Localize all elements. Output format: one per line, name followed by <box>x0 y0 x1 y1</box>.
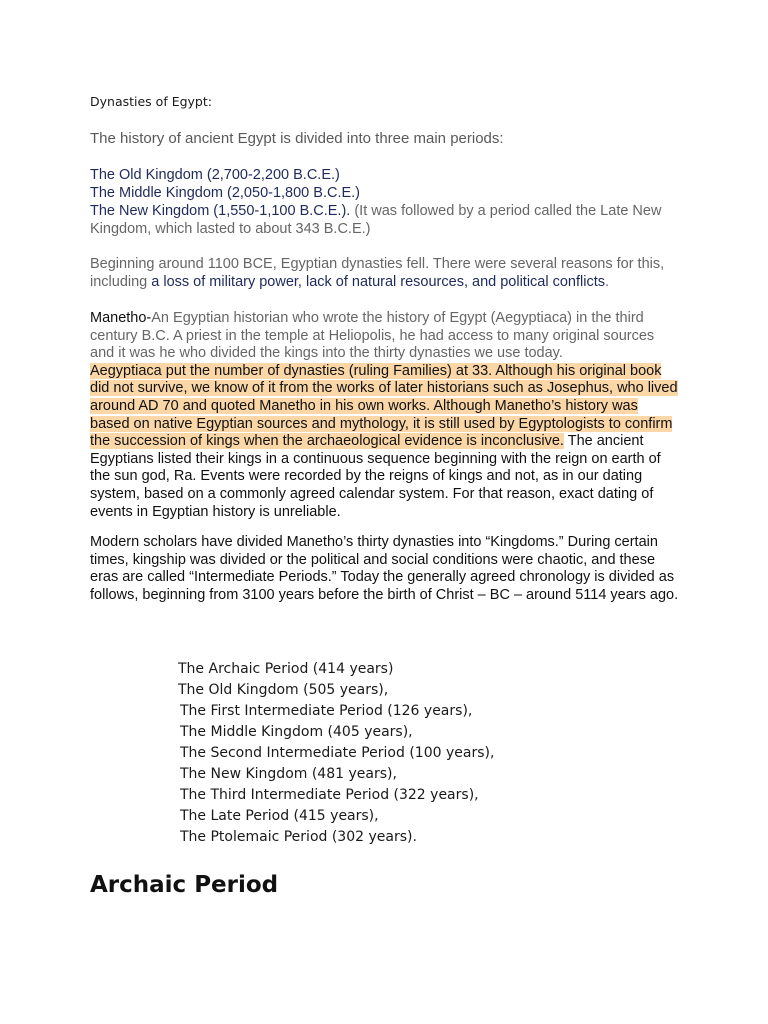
decline-paragraph <box>90 256 680 291</box>
intro-text: The history of ancient Egypt is divided into three main periods: <box>90 130 504 147</box>
period-old-kingdom: The Old Kingdom (2,700-2,200 B.C.E.) <box>90 167 340 183</box>
list-item: The Archaic Period (414 years) <box>178 661 394 677</box>
scholars-paragraph: Modern scholars have divided Manetho’s thirty dynasties into “Kingdoms.” During certain times, kingship was divided or the political and social conditions were chaotic, and these eras are called “Intermediate Periods.” Today the generally agreed chronology is divided as follows, beginning from 3100 years before the birth of Christ – BC – around 5114 years ago. <box>90 534 679 603</box>
list-item: The Middle Kingdom (405 years), <box>180 724 413 740</box>
period-new-kingdom-end: . <box>346 203 351 219</box>
list-item: The Old Kingdom (505 years), <box>178 682 389 698</box>
decline-reasons: a loss of military power, lack of natural resources, and political conflicts <box>151 273 605 290</box>
highlighted-text: Aegyptiaca put the number of dynasties (ruling Families) at 33. Although his original book did not survive, we know of it from the works of later historians such as Josephus, who lived around AD 70 and quoted Manetho in his own works. Although Manetho’s history was based on native Egyptian sources and mythology, it is still used by Egyptologists to confirm the succession of kings when the archaeological evidence is inconclusive. <box>90 362 678 450</box>
period-new-kingdom-line <box>90 202 680 238</box>
decline-lead: Beginning around 1100 BCE, Egyptian dynasties fell. There were several reasons for this, including <box>90 256 665 290</box>
document-title: Dynasties of Egypt: <box>90 94 212 109</box>
manetho-paragraph <box>90 310 680 521</box>
period-new-kingdom: The New Kingdom (1,550-1,100 B.C.E.) <box>90 203 347 219</box>
list-item: The New Kingdom (481 years), <box>180 766 397 782</box>
list-item: The Second Intermediate Period (100 years), <box>180 745 495 761</box>
new-kingdom-note: (It was followed by a period called the Late New Kingdom, which lasted to about 343 B.C.E.) <box>90 203 662 237</box>
decline-end: . <box>605 273 610 290</box>
manetho-rest: The ancient Egyptians listed their kings in a continuous sequence beginning with the reign on earth of the sun god, Ra. Events were recorded by the reigns of kings and not, as in our dating system, based on a commonly agreed calendar system. For that reason, exact dating of events in Egyptian history is unreliable. <box>90 433 661 520</box>
manetho-bio: An Egyptian historian who wrote the history of Egypt (Aegyptiaca) in the third century B.C. A priest in the temple at Heliopolis, he had access to many original sources and it was he who divided the kings into the thirty dynasties we use today. <box>90 310 655 362</box>
list-item: The Third Intermediate Period (322 years), <box>180 787 479 803</box>
period-middle-kingdom: The Middle Kingdom (2,050-1,800 B.C.E.) <box>90 185 360 201</box>
manetho-name: Manetho- <box>90 310 152 326</box>
list-item: The Late Period (415 years), <box>180 808 379 824</box>
list-item: The Ptolemaic Period (302 years). <box>180 829 417 845</box>
chronology-list <box>178 659 494 848</box>
main-periods <box>90 166 680 238</box>
section-heading: Archaic Period <box>90 872 279 898</box>
list-item: The First Intermediate Period (126 years), <box>180 703 473 719</box>
